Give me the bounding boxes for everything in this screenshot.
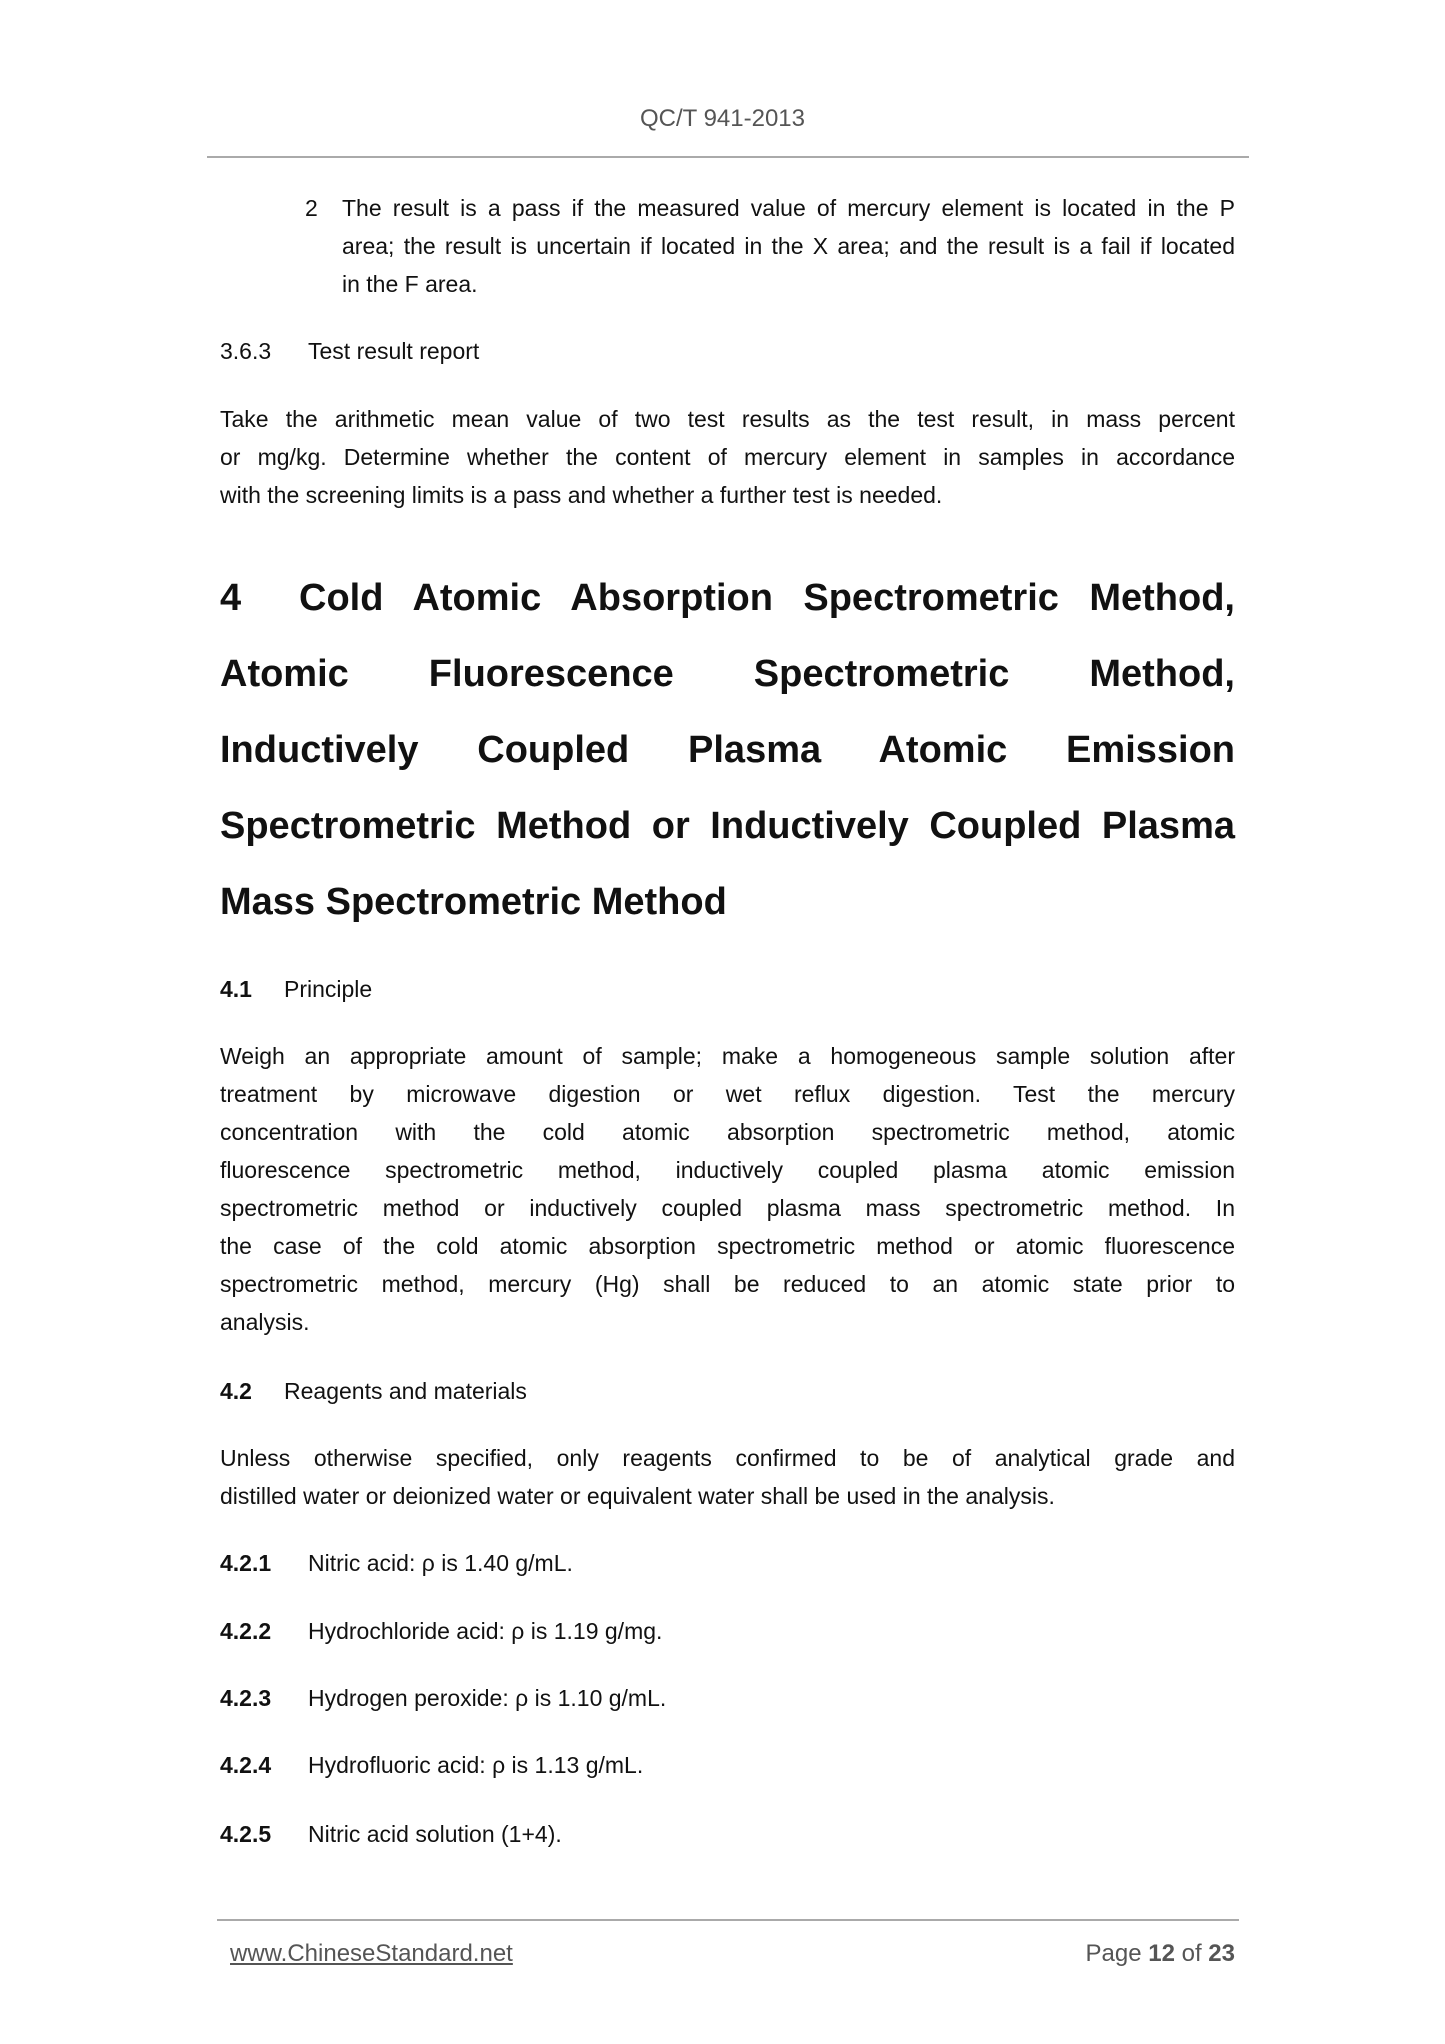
paragraph-line: analysis. [220, 1309, 310, 1335]
note-line: in the F area. [342, 271, 478, 297]
website-link[interactable]: www.ChineseStandard.net [230, 1940, 513, 1967]
reagent-item [220, 1679, 1235, 1717]
paragraph-line: with the screening limits is a pass and whether a further test is needed. [220, 482, 943, 508]
heading-text: Cold Atomic Absorption Spectrometric Method, [299, 577, 1235, 619]
item-text: Hydrogen peroxide: ρ is 1.10 g/mL. [308, 1685, 667, 1711]
paragraph-line: fluorescence spectrometric method, inductively coupled plasma atomic emission [220, 1157, 1235, 1183]
note-line: The result is a pass if the measured value of mercury element is located in the P [342, 195, 1235, 221]
note-number: 2 [305, 195, 318, 221]
item-number: 4.2.1 [220, 1550, 272, 1576]
item-text: Nitric acid: ρ is 1.40 g/mL. [308, 1550, 573, 1576]
header-divider [207, 156, 1249, 158]
item-number: 4.2.3 [220, 1685, 272, 1711]
reagent-item [220, 1544, 1235, 1582]
item-text: Hydrochloride acid: ρ is 1.19 g/mg. [308, 1618, 663, 1644]
paragraph-line: treatment by microwave digestion or wet reflux digestion. Test the mercury [220, 1081, 1235, 1107]
paragraph-line: Unless otherwise specified, only reagents confirmed to be of analytical grade and [220, 1445, 1235, 1471]
item-text: Nitric acid solution (1+4). [308, 1821, 562, 1847]
paragraph-line: Weigh an appropriate amount of sample; make a homogeneous sample solution after [220, 1043, 1235, 1069]
section-4-heading-line: Atomic Fluorescence Spectrometric Method, [220, 653, 1235, 695]
document-id-header: QC/T 941-2013 [640, 105, 805, 132]
section-number: 4.2 [220, 1378, 252, 1404]
paragraph-line: spectrometric method or inductively coupled plasma mass spectrometric method. In [220, 1195, 1235, 1221]
reagent-item [220, 1815, 1235, 1853]
paragraph-line: concentration with the cold atomic absorption spectrometric method, atomic [220, 1119, 1235, 1145]
item-number: 4.2.5 [220, 1821, 272, 1847]
note-line: area; the result is uncertain if located in the X area; and the result is a fail if located [342, 233, 1235, 259]
paragraph-line: or mg/kg. Determine whether the content of mercury element in samples in accordance [220, 444, 1235, 470]
section-title: Principle [284, 976, 373, 1002]
page-label: Page [1085, 1940, 1142, 1967]
section-heading-3-6-3 [220, 332, 1235, 370]
section-heading-4-1 [220, 970, 1235, 1008]
item-number: 4.2.4 [220, 1752, 272, 1778]
paragraph-line: distilled water or deionized water or equivalent water shall be used in the analysis. [220, 1483, 1055, 1509]
reagent-item [220, 1746, 1235, 1784]
section-number: 4.1 [220, 976, 252, 1002]
paragraph-line: Take the arithmetic mean value of two test results as the test result, in mass percent [220, 406, 1235, 432]
section-title: Test result report [308, 338, 480, 364]
section-heading-4-2 [220, 1372, 1235, 1410]
page-of: of [1181, 1940, 1202, 1967]
page-current: 12 [1148, 1940, 1175, 1967]
section-number: 3.6.3 [220, 338, 272, 364]
footer-divider [217, 1919, 1239, 1921]
section-4-heading-line: Inductively Coupled Plasma Atomic Emission [220, 729, 1235, 771]
item-text: Hydrofluoric acid: ρ is 1.13 g/mL. [308, 1752, 644, 1778]
section-title: Reagents and materials [284, 1378, 527, 1404]
section-4-heading-line: Spectrometric Method or Inductively Coupled Plasma [220, 805, 1235, 847]
page-indicator [1086, 1940, 1236, 1968]
page-total: 23 [1208, 1940, 1235, 1967]
reagent-item [220, 1612, 1235, 1650]
paragraph-line: the case of the cold atomic absorption spectrometric method or atomic fluorescence [220, 1233, 1235, 1259]
paragraph-line: spectrometric method, mercury (Hg) shall be reduced to an atomic state prior to [220, 1271, 1235, 1297]
section-number: 4 [220, 577, 242, 619]
section-4-heading-line [220, 560, 1235, 636]
item-number: 4.2.2 [220, 1618, 272, 1644]
section-4-heading-line: Mass Spectrometric Method [220, 881, 727, 923]
